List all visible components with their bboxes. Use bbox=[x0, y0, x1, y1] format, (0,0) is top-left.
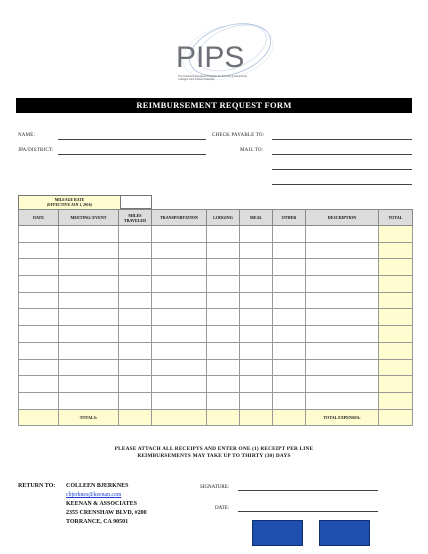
table-row bbox=[19, 242, 413, 259]
miles-cell[interactable] bbox=[119, 309, 152, 326]
total-cell[interactable] bbox=[379, 226, 413, 243]
transportation-cell[interactable] bbox=[152, 259, 207, 276]
event-cell[interactable] bbox=[59, 326, 119, 343]
action-button-left[interactable] bbox=[252, 520, 303, 546]
date-cell[interactable] bbox=[19, 242, 59, 259]
signature-field[interactable] bbox=[238, 490, 378, 491]
total-cell[interactable] bbox=[379, 242, 413, 259]
mail-to-field-line-3[interactable] bbox=[272, 184, 412, 185]
date-label: DATE: bbox=[215, 506, 230, 511]
date-cell[interactable] bbox=[19, 342, 59, 359]
return-street: 2355 CRENSHAW BLVD, #200 bbox=[66, 510, 147, 516]
miles-cell[interactable] bbox=[119, 326, 152, 343]
col-header: DATE bbox=[19, 210, 59, 226]
description-cell[interactable] bbox=[306, 276, 379, 293]
event-cell[interactable] bbox=[59, 292, 119, 309]
table-row bbox=[19, 326, 413, 343]
date-cell[interactable] bbox=[19, 376, 59, 393]
event-cell[interactable] bbox=[59, 309, 119, 326]
total-cell[interactable] bbox=[379, 376, 413, 393]
total-cell[interactable] bbox=[379, 326, 413, 343]
col-header: MILES TRAVELED bbox=[119, 210, 152, 226]
meal-cell[interactable] bbox=[240, 326, 273, 343]
total-cell[interactable] bbox=[379, 392, 413, 409]
transportation-cell[interactable] bbox=[152, 242, 207, 259]
logo bbox=[0, 0, 428, 96]
description-cell[interactable] bbox=[306, 342, 379, 359]
event-cell[interactable] bbox=[59, 226, 119, 243]
miles-cell[interactable] bbox=[119, 259, 152, 276]
event-cell[interactable] bbox=[59, 359, 119, 376]
mail-to-label: MAIL TO: bbox=[240, 148, 264, 153]
miles-cell[interactable] bbox=[119, 226, 152, 243]
lodging-cell[interactable] bbox=[207, 259, 240, 276]
totals-row bbox=[19, 409, 413, 425]
transportation-cell[interactable] bbox=[152, 359, 207, 376]
miles-cell[interactable] bbox=[119, 242, 152, 259]
event-cell[interactable] bbox=[59, 276, 119, 293]
return-email-link[interactable]: cbjerknes@keenan.com bbox=[66, 492, 122, 498]
total-transportation-cell[interactable] bbox=[152, 409, 207, 425]
meal-cell[interactable] bbox=[240, 259, 273, 276]
miles-cell[interactable] bbox=[119, 292, 152, 309]
table-row bbox=[19, 259, 413, 276]
total-cell[interactable] bbox=[379, 292, 413, 309]
date-cell[interactable] bbox=[19, 292, 59, 309]
action-button-right[interactable] bbox=[319, 520, 370, 546]
miles-cell[interactable] bbox=[119, 276, 152, 293]
meal-cell[interactable] bbox=[240, 359, 273, 376]
table-row bbox=[19, 342, 413, 359]
return-name: COLLEEN BJERKNES bbox=[66, 483, 129, 489]
other-cell[interactable] bbox=[273, 342, 306, 359]
lodging-cell[interactable] bbox=[207, 242, 240, 259]
transportation-cell[interactable] bbox=[152, 392, 207, 409]
meal-cell[interactable] bbox=[240, 226, 273, 243]
total-meal-cell[interactable] bbox=[240, 409, 273, 425]
date-cell[interactable] bbox=[19, 309, 59, 326]
table-row bbox=[19, 309, 413, 326]
col-header: MEETING/ EVENT bbox=[59, 210, 119, 226]
return-company: KEENAN & ASSOCIATES bbox=[66, 501, 137, 507]
meal-cell[interactable] bbox=[240, 242, 273, 259]
form-title: REIMBURSEMENT REQUEST FORM bbox=[16, 98, 412, 113]
lodging-cell[interactable] bbox=[207, 276, 240, 293]
expense-table bbox=[18, 209, 413, 426]
description-cell[interactable] bbox=[306, 242, 379, 259]
date-cell[interactable] bbox=[19, 359, 59, 376]
transportation-cell[interactable] bbox=[152, 342, 207, 359]
col-header: TRANSPORTATION bbox=[152, 210, 207, 226]
total-cell[interactable] bbox=[379, 276, 413, 293]
meal-cell[interactable] bbox=[240, 309, 273, 326]
totals-blank-cell bbox=[19, 409, 59, 425]
mail-to-field-line-2[interactable] bbox=[272, 169, 412, 170]
description-cell[interactable] bbox=[306, 309, 379, 326]
lodging-cell[interactable] bbox=[207, 326, 240, 343]
table-row bbox=[19, 276, 413, 293]
logo-text: PIPS bbox=[176, 41, 245, 74]
lodging-cell[interactable] bbox=[207, 342, 240, 359]
other-cell[interactable] bbox=[273, 326, 306, 343]
lodging-cell[interactable] bbox=[207, 376, 240, 393]
transportation-cell[interactable] bbox=[152, 326, 207, 343]
mileage-rate-label bbox=[19, 196, 121, 209]
other-cell[interactable] bbox=[273, 376, 306, 393]
signature-label: SIGNATURE: bbox=[200, 485, 230, 490]
lodging-cell[interactable] bbox=[207, 309, 240, 326]
receipts-note: PLEASE ATTACH ALL RECEIPTS AND ENTER ONE (1) RECEIPT PER LINE bbox=[114, 446, 314, 452]
meal-cell[interactable] bbox=[240, 376, 273, 393]
mileage-rate-title: MILEAGE RATE bbox=[54, 197, 85, 202]
other-cell[interactable] bbox=[273, 292, 306, 309]
check-payable-label: CHECK PAYABLE TO: bbox=[212, 133, 265, 138]
miles-cell[interactable] bbox=[119, 392, 152, 409]
total-cell[interactable] bbox=[379, 342, 413, 359]
transportation-cell[interactable] bbox=[152, 376, 207, 393]
other-cell[interactable] bbox=[273, 309, 306, 326]
table-header-row bbox=[19, 210, 413, 226]
lodging-cell[interactable] bbox=[207, 226, 240, 243]
date-cell[interactable] bbox=[19, 276, 59, 293]
col-header: OTHER bbox=[273, 210, 306, 226]
transportation-cell[interactable] bbox=[152, 292, 207, 309]
total-miles-cell[interactable] bbox=[119, 409, 152, 425]
table-row bbox=[19, 376, 413, 393]
other-cell[interactable] bbox=[273, 359, 306, 376]
description-cell[interactable] bbox=[306, 226, 379, 243]
logo-tagline: The Protected Insurance Program for Schools & Community Colleges Joint Powers Authority bbox=[178, 75, 248, 82]
transportation-cell[interactable] bbox=[152, 309, 207, 326]
event-cell[interactable] bbox=[59, 376, 119, 393]
total-cell[interactable] bbox=[379, 309, 413, 326]
total-expenses-cell[interactable] bbox=[379, 409, 413, 425]
lodging-cell[interactable] bbox=[207, 359, 240, 376]
date-field[interactable] bbox=[238, 511, 378, 512]
description-cell[interactable] bbox=[306, 392, 379, 409]
date-cell[interactable] bbox=[19, 226, 59, 243]
table-row bbox=[19, 392, 413, 409]
description-cell[interactable] bbox=[306, 292, 379, 309]
jpa-district-field[interactable] bbox=[58, 154, 206, 155]
other-cell[interactable] bbox=[273, 259, 306, 276]
meal-cell[interactable] bbox=[240, 392, 273, 409]
col-header: LODGING bbox=[207, 210, 240, 226]
meal-cell[interactable] bbox=[240, 276, 273, 293]
description-cell[interactable] bbox=[306, 359, 379, 376]
other-cell[interactable] bbox=[273, 392, 306, 409]
col-header: TOTAL bbox=[379, 210, 413, 226]
lodging-cell[interactable] bbox=[207, 292, 240, 309]
col-header: DESCRIPTION bbox=[306, 210, 379, 226]
date-cell[interactable] bbox=[19, 326, 59, 343]
miles-cell[interactable] bbox=[119, 342, 152, 359]
jpa-district-label: JPA/DISTRICT: bbox=[18, 148, 54, 153]
date-cell[interactable] bbox=[19, 392, 59, 409]
mileage-rate-box bbox=[18, 195, 152, 209]
description-cell[interactable] bbox=[306, 259, 379, 276]
lodging-cell[interactable] bbox=[207, 392, 240, 409]
table-row bbox=[19, 359, 413, 376]
name-label: NAME: bbox=[18, 133, 36, 138]
mail-to-field-line-1[interactable] bbox=[272, 154, 412, 155]
meal-cell[interactable] bbox=[240, 292, 273, 309]
event-cell[interactable] bbox=[59, 392, 119, 409]
description-cell[interactable] bbox=[306, 376, 379, 393]
reimbursement-note: REIMBURSEMENTS MAY TAKE UP TO THIRTY (30) DAYS bbox=[137, 453, 291, 459]
event-cell[interactable] bbox=[59, 259, 119, 276]
total-expenses-label: TOTAL EXPENSES: bbox=[306, 409, 379, 425]
col-header: MEAL bbox=[240, 210, 273, 226]
table-row bbox=[19, 226, 413, 243]
mileage-rate-effective: (EFFECTIVE JAN 1, 2016) bbox=[47, 202, 92, 207]
name-field[interactable] bbox=[58, 139, 206, 140]
miles-cell[interactable] bbox=[119, 359, 152, 376]
meal-cell[interactable] bbox=[240, 342, 273, 359]
table-row bbox=[19, 292, 413, 309]
total-other-cell[interactable] bbox=[273, 409, 306, 425]
total-cell[interactable] bbox=[379, 259, 413, 276]
date-cell[interactable] bbox=[19, 259, 59, 276]
other-cell[interactable] bbox=[273, 242, 306, 259]
total-lodging-cell[interactable] bbox=[207, 409, 240, 425]
description-cell[interactable] bbox=[306, 326, 379, 343]
transportation-cell[interactable] bbox=[152, 276, 207, 293]
miles-cell[interactable] bbox=[119, 376, 152, 393]
other-cell[interactable] bbox=[273, 276, 306, 293]
total-cell[interactable] bbox=[379, 359, 413, 376]
event-cell[interactable] bbox=[59, 342, 119, 359]
transportation-cell[interactable] bbox=[152, 226, 207, 243]
return-city: TORRANCE, CA 90501 bbox=[66, 519, 129, 525]
check-payable-field[interactable] bbox=[272, 139, 412, 140]
totals-label: TOTALS: bbox=[59, 409, 119, 425]
other-cell[interactable] bbox=[273, 226, 306, 243]
return-to-label: RETURN TO: bbox=[18, 483, 56, 489]
event-cell[interactable] bbox=[59, 242, 119, 259]
